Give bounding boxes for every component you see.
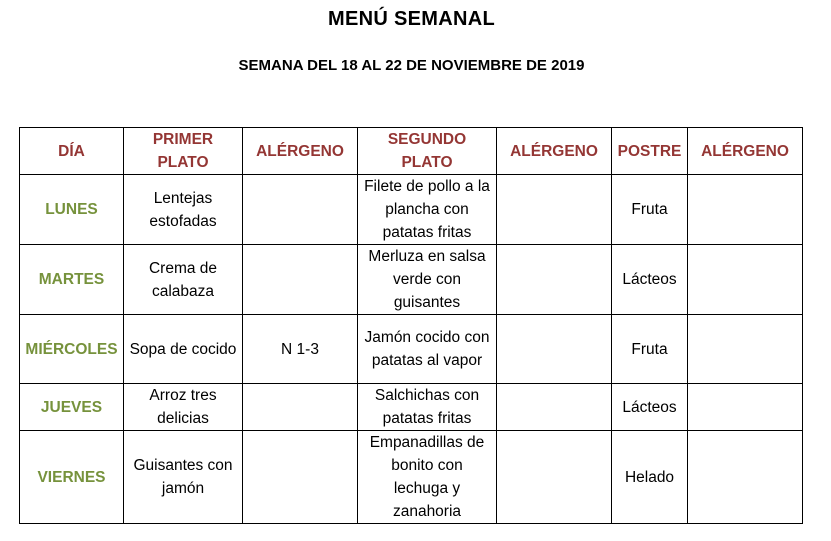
day-cell: MIÉRCOLES [20,315,124,384]
alergeno-cell [497,384,612,431]
alergeno-cell [688,175,803,245]
postre-cell: Lácteos [612,245,688,315]
table-row [20,384,803,431]
alergeno-cell: N 1-3 [243,315,358,384]
header-dia: DÍA [20,128,124,175]
weekly-menu-table [19,127,803,524]
table-row [20,175,803,245]
header-primer-plato: PRIMER PLATO [124,128,243,175]
day-cell: JUEVES [20,384,124,431]
postre-cell: Helado [612,431,688,524]
primer-plato-cell: Guisantes con jamón [124,431,243,524]
alergeno-cell [497,175,612,245]
header-segundo-plato: SEGUNDO PLATO [358,128,497,175]
alergeno-cell [243,384,358,431]
day-cell: LUNES [20,175,124,245]
primer-plato-cell: Sopa de cocido [124,315,243,384]
alergeno-cell [497,315,612,384]
postre-cell: Fruta [612,175,688,245]
segundo-plato-cell: Filete de pollo a la plancha con patatas fritas [358,175,497,245]
segundo-plato-cell: Jamón cocido con patatas al vapor [358,315,497,384]
alergeno-cell [497,431,612,524]
day-cell: VIERNES [20,431,124,524]
table-row [20,315,803,384]
day-cell: MARTES [20,245,124,315]
header-alergeno-3: ALÉRGENO [688,128,803,175]
segundo-plato-cell: Empanadillas de bonito con lechuga y zanahoria [358,431,497,524]
table-row [20,431,803,524]
primer-plato-cell: Arroz tres delicias [124,384,243,431]
postre-cell: Fruta [612,315,688,384]
segundo-plato-cell: Salchichas con patatas fritas [358,384,497,431]
alergeno-cell [688,384,803,431]
page-title: MENÚ SEMANAL [328,8,495,30]
segundo-plato-cell: Merluza en salsa verde con guisantes [358,245,497,315]
alergeno-cell [243,245,358,315]
table-row [20,245,803,315]
alergeno-cell [243,431,358,524]
postre-cell: Lácteos [612,384,688,431]
alergeno-cell [688,245,803,315]
header-postre: POSTRE [612,128,688,175]
primer-plato-cell: Lentejas estofadas [124,175,243,245]
primer-plato-cell: Crema de calabaza [124,245,243,315]
header-alergeno-2: ALÉRGENO [497,128,612,175]
alergeno-cell [497,245,612,315]
alergeno-cell [688,315,803,384]
alergeno-cell [688,431,803,524]
header-alergeno-1: ALÉRGENO [243,128,358,175]
alergeno-cell [243,175,358,245]
page-subtitle: SEMANA DEL 18 AL 22 DE NOVIEMBRE DE 2019 [238,57,585,74]
header-row [20,128,803,175]
